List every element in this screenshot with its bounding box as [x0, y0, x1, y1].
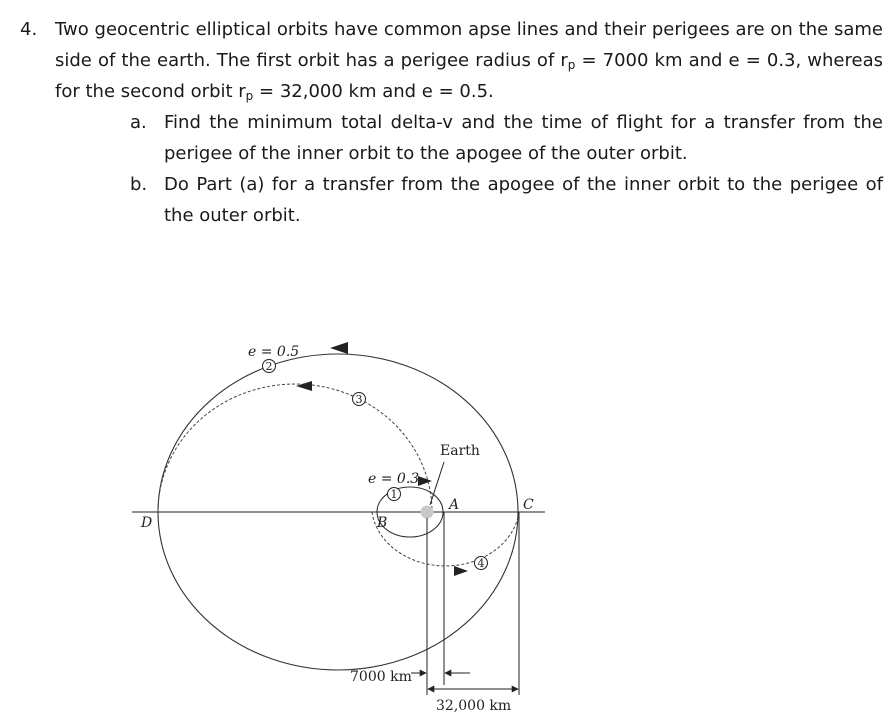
point-label-b: B [377, 515, 388, 531]
point-label-c: C [523, 497, 534, 513]
orbit-number-2: 2 [265, 360, 273, 373]
arrow-orbit-4 [454, 566, 468, 576]
part-a-letter: a. [130, 112, 147, 133]
part-b-letter: b. [130, 174, 148, 195]
outer-orbit-ecc-label: e = 0.5 [248, 344, 300, 360]
arrow-orbit-1 [418, 476, 432, 486]
orbit-number-3: 3 [355, 393, 363, 406]
dim-inner-label: 7000 km [350, 669, 412, 685]
orbit-number-1: 1 [390, 488, 398, 501]
arrow-orbit-3 [296, 381, 312, 391]
earth [421, 506, 434, 519]
part-a-text: Find the minimum total delta-v and the time of flight for a transfer from the perigee of the inner orbit to the apogee of the outer orbit. [164, 112, 883, 164]
earth-leader-line [430, 462, 444, 505]
problem-number: 4. [20, 19, 38, 40]
arrow-orbit-2 [330, 342, 348, 354]
point-label-d: D [141, 515, 153, 531]
point-label-a: A [449, 497, 460, 513]
dim-outer-label: 32,000 km [436, 698, 512, 714]
problem-text: Two geocentric elliptical orbits have common apse lines and their perigees are on the same side of the earth. The first orbit has a perigee radius of $r_p = 7000$ km and e = 0.3, whereas for the second orbit $r_p = 32,000$ km and e = 0.5. [55, 19, 883, 103]
orbit-number-4: 4 [477, 557, 485, 570]
inner-orbit-ecc-label: e = 0.3 [368, 471, 420, 487]
part-b-text: Do Part (a) for a transfer from the apogee of the inner orbit to the perigee of the outer orbit. [164, 174, 883, 226]
earth-label: Earth [440, 443, 480, 459]
transfer-orbit-4 [372, 512, 519, 566]
